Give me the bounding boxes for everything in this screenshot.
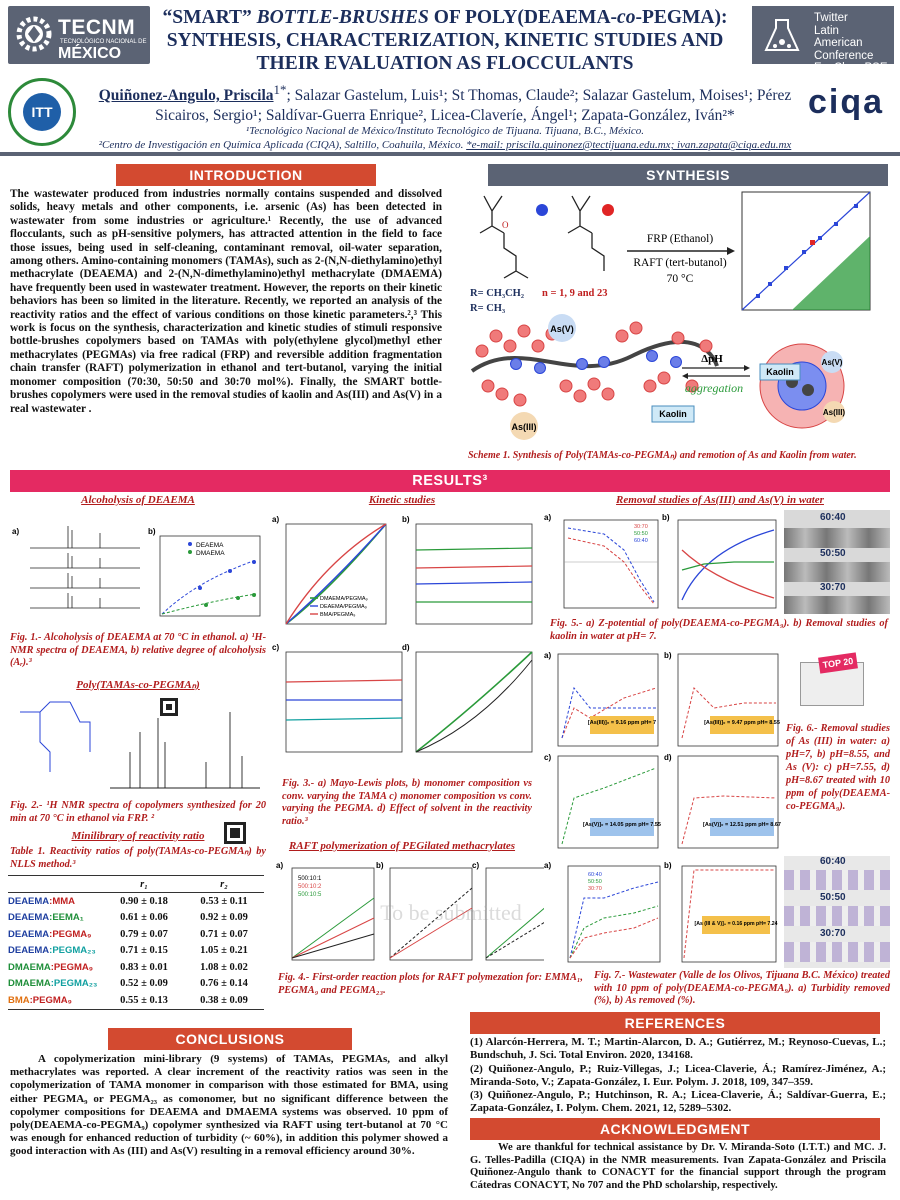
tecnm-logo-sub: TECNOLÓGICO NACIONAL DE <box>60 39 147 45</box>
affiliations <box>80 124 810 152</box>
vials-row <box>784 906 890 926</box>
ratio-label: 30:70 <box>820 928 846 939</box>
r1-value: 0.61 ± 0.06 <box>120 912 168 924</box>
r1-value: 0.71 ± 0.15 <box>120 945 168 957</box>
ciqa-logo: ciqa <box>807 83 885 121</box>
fig7a-label: a) <box>544 861 552 870</box>
fig1b-label: b) <box>148 527 156 536</box>
fig4-legend-1: 500:10:1 <box>298 876 322 882</box>
title-part: OF POLY(DEAEMA- <box>428 7 618 28</box>
fig4b-label: b) <box>376 861 384 870</box>
asv-label: As(V) <box>550 324 574 334</box>
reactivity-ratio-table <box>8 875 264 1010</box>
fig7-legend-2: 50:50 <box>588 879 602 885</box>
reaction-arrow-head <box>727 247 735 255</box>
r2-value: 0.38 ± 0.09 <box>200 994 248 1006</box>
conference-line: Latin <box>814 24 839 37</box>
fig3a-legend-2: DEAEMA/PEGMA₉ <box>320 604 367 610</box>
title-line-1 <box>155 6 735 29</box>
acknowledgment-heading: ACKNOWLEDGMENT <box>470 1118 880 1140</box>
r2-value: 0.92 ± 0.09 <box>200 912 248 924</box>
conference-logo <box>752 6 894 74</box>
fig6c-label: c) <box>544 753 552 762</box>
fig3a-label: a) <box>272 515 280 524</box>
system-label <box>8 896 104 907</box>
kaolin-vials-photo <box>784 510 890 614</box>
fig6-caption: Fig. 6.- Removal studies of As (III) in water: a) pH=7, b) pH=8.55, and As (V): c) pH=7.55, d) pH=8.67 treated with 10 ppm of poly(DEAEMA-co-PEGMA₉). <box>786 723 890 812</box>
fig1-plots <box>10 508 266 628</box>
removal-heading: Removal studies of As(III) and As(V) in water <box>616 494 824 506</box>
comonomer-name: :PEGMA₂₃ <box>49 945 96 957</box>
ratio-label: 50:50 <box>820 892 846 903</box>
legend-dmaema: DMAEMA <box>196 550 225 557</box>
comonomer-name: :PEGMA₉ <box>50 961 94 973</box>
tama-name: DMAEMA <box>8 978 51 990</box>
table-row <box>8 943 264 960</box>
fig6a-label: a) <box>544 651 552 660</box>
introduction-heading: INTRODUCTION <box>116 164 376 186</box>
reference-item: (1) Alarcón-Herrera, M. T.; Martin-Alarcon, D. A.; Gutiérrez, M.; Reynoso-Cuevas, L.; Bundschuh, J. Sci. Total Environ. 2020, 134168. <box>470 1036 886 1062</box>
conclusions-text: A copolymerization mini-library (9 systems) of TAMAs, PEGMAs, and alkyl methacrylates was reported. A clear increment of the reactivity ratios was seen in the copolymerization of TAMA monomer in comparison with those estimated for BMA, using either PEGMA₉ or PEGMA₂₃ as comonomer, but no significant difference between the copolymer compositions for DEAEMA and DMAEMA systems was observed. 10 ppm of poly(DEAEMA-co-PEGMA₉) copolymer synthesized via RAFT using tert-butanol at 70 °C was enough for enhanced reduction of turbidity (~ 60%), in addition this polymer showed a good interaction with As (III) and As(V) resulting in a removal efficiency around 30%. <box>10 1053 448 1158</box>
tama-name: DEAEMA <box>8 928 50 940</box>
fig5-caption: Fig. 5.- a) Z-potential of poly(DEAEMA-co-PEGMA₉). b) Removal studies of kaolin in water at pH= 7. <box>550 618 888 642</box>
system-label <box>8 912 104 923</box>
reference-item: (3) Quiñonez-Angulo, P.; Hutchinson, R. A.; Licea-Claverie, Á.; Saldívar-Guerra, E.; Zapata-González, I. Polym. Chem. 2021, 12, 5289–5302. <box>470 1089 886 1115</box>
asiii-label: As(III) <box>511 422 537 432</box>
r1-value: 0.79 ± 0.07 <box>120 928 168 940</box>
affiliation-1: ¹Tecnológico Nacional de México/Instituto Tecnológico de Tijuana. Tijuana, B.C., México. <box>245 125 645 137</box>
oxygen-label: O <box>502 220 509 230</box>
conclusions-heading: CONCLUSIONS <box>108 1028 352 1050</box>
reference-item: (2) Quiñonez-Angulo, P.; Ruiz-Villegas, J.; Licea-Claverie, Á.; Ramírez-Jiménez, A.; Miranda-Soto, V.; Zapata-González, I. Eur. Polym. J. 2018, 109, 347–359. <box>470 1062 886 1088</box>
fig7-background <box>544 858 780 970</box>
kaolin-label-aggregate: Kaolin <box>766 367 794 377</box>
raft-heading: RAFT polymerization of PEGilated methacrylates <box>288 840 516 852</box>
tecnm-logo-name: TECNM <box>58 16 136 39</box>
fig2-background <box>10 692 266 800</box>
fig5-plots <box>544 510 780 616</box>
comonomer-name: :EEMA₁ <box>49 912 84 924</box>
table-row <box>8 926 264 943</box>
poster-title <box>155 6 735 75</box>
table-header-cell: r₁ <box>140 878 148 890</box>
r2-value: 0.71 ± 0.07 <box>200 928 248 940</box>
fig4-legend-3: 500:10:5 <box>298 892 322 898</box>
composition-point-highlight <box>810 240 815 245</box>
fig7b-info: [As (III & V)]₀ = 0.16 ppm pH= 7.24 <box>694 921 778 927</box>
title-part-italic: co <box>617 7 636 28</box>
synthesis-heading: SYNTHESIS <box>488 164 888 186</box>
comonomer-name: :PEGMA₉ <box>49 928 92 940</box>
fig7-legend-1: 60:40 <box>588 872 602 878</box>
fig3-caption: Fig. 3.- a) Mayo-Lewis plots, b) monomer composition vs conv. varying the TAMA c) monomer composition vs conv. varying the PEGMA. d) Effect of solvent in the reactivity ratio.³ <box>282 778 532 827</box>
dmaema-point <box>252 593 256 597</box>
r2-value: 1.05 ± 0.21 <box>200 945 248 957</box>
minilibrary-heading: Minilibrary of reactivity ratio <box>71 830 205 842</box>
r1-value: 0.55 ± 0.13 <box>120 994 168 1006</box>
fig3b-label: b) <box>402 515 410 524</box>
table-row <box>8 976 264 993</box>
tama-name: DMAEMA <box>8 961 51 973</box>
condition-1: FRP (Ethanol) <box>646 233 714 245</box>
forward-arrow-head <box>744 365 750 371</box>
table-header-cell: r₂ <box>220 878 228 890</box>
fig5b-label: b) <box>662 513 670 522</box>
brush-polymer-illustration <box>472 322 717 406</box>
qr-code-icon[interactable] <box>224 822 246 844</box>
fig4c-label: c) <box>472 861 480 870</box>
gear-icon <box>14 12 54 56</box>
system-label <box>8 929 104 940</box>
table1-caption: Table 1. Reactivity ratios of poly(TAMAs-co-PEGMAₙ) by NLLS method.³ <box>10 846 266 870</box>
vials-row <box>784 596 890 614</box>
fig4-caption: Fig. 4.- First-order reaction plots for RAFT polymezation for: EMMA₁, PEGMA₉ and PEGMA₂₃. <box>278 972 583 996</box>
fig3c-label: c) <box>272 643 280 652</box>
tama-sphere <box>536 204 548 216</box>
reverse-arrow-head <box>682 373 688 379</box>
contact-email[interactable]: *e-mail: priscila.quinonez@tectijuana.edu.mx; ivan.zapata@ciqa.edu.mx <box>466 139 792 151</box>
fig5-legend-2: 50:50 <box>634 531 648 537</box>
tecnm-logo <box>8 6 150 64</box>
dmaema-point <box>204 603 208 607</box>
ratio-label: 60:40 <box>820 512 846 523</box>
title-line-3: THEIR EVALUATION AS FLOCCULANTS <box>256 53 634 74</box>
scheme-1-caption: Scheme 1. Synthesis of Poly(TAMAs-co-PEGMAₙ) and remotion of As and Kaolin from water. <box>468 450 857 461</box>
acknowledgment-text: We are thankful for technical assistance by Dr. V. Miranda-Soto (I.T.T.) and MC. J. G. Telles-Padilla (CIQA) in the NMR measurements. Ivan Zapata-González and Priscila Quiñonez-Angulo thank to CONACYT for the financial support through the program Cátedras CONACYT, No 707 and the PhD scholarship, respectively. <box>470 1142 886 1191</box>
r1-value: 0.90 ± 0.18 <box>120 895 168 907</box>
r2-value: 0.76 ± 0.14 <box>200 978 248 990</box>
pegma-monomer-structure <box>568 196 604 271</box>
header-divider <box>0 152 900 156</box>
ratio-label: 60:40 <box>820 856 846 867</box>
table-row <box>8 910 264 927</box>
title-part-italic: BOTTLE-BRUSHES <box>256 7 429 28</box>
tama-name: DEAEMA <box>8 912 50 924</box>
conference-line: EnvChemPSE <box>814 62 888 74</box>
introduction-text: The wastewater produced from industries normally contains suspended and dissolved solids, heavy metals and other components, i.e. arsenic (As) has been detected in wastewater from some industries or agriculture.¹ Recently, the use of advanced flocculants, such as pH-sensitive polymers, has attracted attention in the field to face those issues, being used in self-cleaning, contaminant removal, oil-water separation, among others. Amino-containing monomers (TAMAs), such as 2-(N,N-diethylamino)ethyl methacrylate (DEAEMA) and 2-(N,N-dimethylamino)ethyl methacrylate (DMAEMA) have frequently been used in wastewater treatment. However, the reports on their kinetic behaviors has been so limited in the literature. Recently, we reported an analysis of the reactivity ratios and the effect of various conditions on those kinetic parameters.²,³ This work is focus on the synthesis, characterization and kinetic studies of stimuli responsive bottle-brushes copolymers based on TAMAs with poly(ethylene glycol)methyl ether methacrylates (PEGMAs) via free radical (FRP) and reversible addition fragmentation chain transfer (RAFT) polymerization in ethanol and tert-butanol, varying the initial monomer composition (70:30, 50:50 and 30:70 mol%). Finally, the SMART bottle-brushes copolymers were used in the removal studies of kaolin and As(III) and As(V) in a real wastewater . <box>10 188 442 415</box>
table-bottom-rule <box>8 1009 264 1010</box>
poster-header <box>0 0 900 155</box>
fig7b-label: b) <box>664 861 672 870</box>
table-body <box>8 893 264 1009</box>
main-author: Quiñonez-Angulo, Priscila <box>98 87 274 105</box>
itt-logo-text: ITT <box>23 93 61 131</box>
r1-value: 0.52 ± 0.09 <box>120 978 168 990</box>
fig5-legend-1: 30:70 <box>634 524 648 530</box>
wastewater-vials-photo <box>784 856 890 968</box>
references-list <box>470 1036 886 1116</box>
table-row <box>8 959 264 976</box>
fig6b-label: b) <box>664 651 672 660</box>
n-label: n = 1, 9 and 23 <box>542 288 608 299</box>
deaema-point <box>228 569 232 573</box>
asv-label-aggregate: As(V) <box>821 358 843 367</box>
comonomer-name: :PEGMA₉ <box>29 994 72 1006</box>
deaema-point <box>252 560 256 564</box>
alcoholysis-heading: Alcoholysis of DEAEMA <box>81 494 195 506</box>
fig6-plots <box>544 648 782 860</box>
condition-3: 70 °C <box>666 273 694 285</box>
legend-deaema: DEAEMA <box>196 542 224 549</box>
fig5a-label: a) <box>544 513 552 522</box>
r-group-1: R= CH₃CH₂ <box>470 288 524 299</box>
fig6d-info: [As(V)]₀ = 12.51 ppm pH= 8.67 <box>703 822 781 828</box>
conference-logo-text <box>814 12 888 75</box>
synthesis-scheme <box>462 186 892 448</box>
title-part: “SMART” <box>162 7 257 28</box>
fig6c-info: [As(V)]₀ = 14.05 ppm pH= 7.55 <box>583 822 661 828</box>
fig2-caption: Fig. 2.- ¹H NMR spectra of copolymers synthesized for 20 min at 70 °C in ethanol via FRP. ² <box>10 800 266 824</box>
fig3a-legend-1: DMAEMA/PEGMA₉ <box>320 596 368 602</box>
main-author-sup: 1* <box>273 82 287 97</box>
title-part: -PEGMA): <box>635 7 728 28</box>
asiii-label-aggregate: As(III) <box>822 408 846 417</box>
top-20-label: TOP 20 <box>818 652 858 673</box>
watermark-text: To be submitted <box>380 900 522 925</box>
fig4a-label: a) <box>276 861 284 870</box>
system-label <box>8 945 104 956</box>
fig4-plots <box>276 858 586 970</box>
legend-marker-deaema <box>188 542 192 546</box>
other-authors: ; Salazar Gastelum, Luis¹; St Thomas, Claude²; Salazar Gastelum, Moises¹; Pérez Sicairos, Sergio¹; Saldívar-Guerra Enrique², Licea-Claveríe, Ángel¹; Zapata-González, Iván²* <box>155 87 792 125</box>
kinetic-heading: Kinetic studies <box>368 494 436 506</box>
vials-row <box>784 942 890 962</box>
fig3a-legend-3: BMA/PEGMA₉ <box>320 612 356 618</box>
fig6d-label: d) <box>664 753 672 762</box>
itt-logo <box>8 78 76 146</box>
vials-row <box>784 562 890 582</box>
fig5-legend-3: 60:40 <box>634 538 648 544</box>
fig4-legend-2: 500:10:2 <box>298 884 322 890</box>
deaema-point <box>198 586 202 590</box>
fig7-caption: Fig. 7.- Wastewater (Valle de los Olivos, Tijuana B.C. México) treated with 10 ppm of poly(DEAEMA-co-PEGMA₉). a) Turbidity removed (%), b) As removed (%). <box>594 970 890 1006</box>
poly-tamas-heading: Poly(TAMAs-co-PEGMAₙ) <box>76 679 200 691</box>
comonomer-name: :MMA <box>49 895 76 907</box>
ratio-label: 50:50 <box>820 548 846 559</box>
title-line-2: SYNTHESIS, CHARACTERIZATION, KINETIC STUDIES AND <box>166 30 724 51</box>
affiliation-2-text: ²Centro de Investigación en Química Aplicada (CIQA), Saltillo, Coahuila, México. <box>98 139 467 151</box>
tecnm-logo-country: MÉXICO <box>58 45 122 62</box>
top-20-badge <box>800 655 864 706</box>
fig2-nmr <box>10 692 266 800</box>
fig1-caption: Fig. 1.- Alcoholysis of DEAEMA at 70 °C in ethanol. a) ¹H-NMR spectra of DEAEMA, b) relative degree of alcoholysis (Aᵣ).³ <box>10 632 266 668</box>
fig3-background <box>270 510 540 772</box>
table-header-row <box>8 875 264 893</box>
r2-value: 0.53 ± 0.11 <box>200 895 248 907</box>
kaolin-label: Kaolin <box>659 409 687 419</box>
r-group-2: R= CH₃ <box>470 303 506 314</box>
fig3-plots <box>270 510 540 772</box>
flask-icon <box>760 14 804 56</box>
r2-value: 1.08 ± 0.02 <box>200 961 248 973</box>
fig5-background <box>544 510 780 616</box>
system-label <box>8 978 104 989</box>
aggregation-label: aggregation <box>684 381 744 395</box>
fig7-plots <box>544 858 780 970</box>
pegma-sphere <box>602 204 614 216</box>
condition-2: RAFT (tert-butanol) <box>633 257 727 269</box>
dmaema-point <box>236 596 240 600</box>
table-row <box>8 992 264 1009</box>
conference-line: Conference <box>814 49 874 62</box>
vials-row <box>784 870 890 890</box>
ratio-label: 30:70 <box>820 582 846 593</box>
conference-line: Twitter <box>814 12 848 24</box>
table-row <box>8 893 264 910</box>
fig3d-label: d) <box>402 643 410 652</box>
tama-name: BMA <box>8 994 30 1006</box>
system-label <box>8 995 104 1006</box>
legend-marker-dmaema <box>188 550 192 554</box>
affiliation-2 <box>80 138 810 152</box>
tama-monomer-structure <box>480 196 528 278</box>
references-heading: REFERENCES <box>470 1012 880 1034</box>
fig6b-info: [As(III)]₀ = 9.47 ppm pH= 8.55 <box>704 720 780 726</box>
r1-value: 0.83 ± 0.01 <box>120 961 168 973</box>
fig7-legend-3: 30:70 <box>588 886 602 892</box>
comonomer-name: :PEGMA₂₃ <box>50 978 98 990</box>
tama-name: DEAEMA <box>8 895 50 907</box>
system-label <box>8 962 104 973</box>
fig1a-label: a) <box>12 527 20 536</box>
delta-ph-label: ΔpH <box>701 353 723 365</box>
vials-row <box>784 528 890 548</box>
author-list <box>80 80 810 126</box>
fig6a-info: [As(III)]₀ = 9.16 ppm pH= 7 <box>587 720 657 726</box>
conference-line: American <box>814 37 863 49</box>
tama-name: DEAEMA <box>8 945 50 957</box>
results-heading: RESULTS³ <box>10 470 890 492</box>
